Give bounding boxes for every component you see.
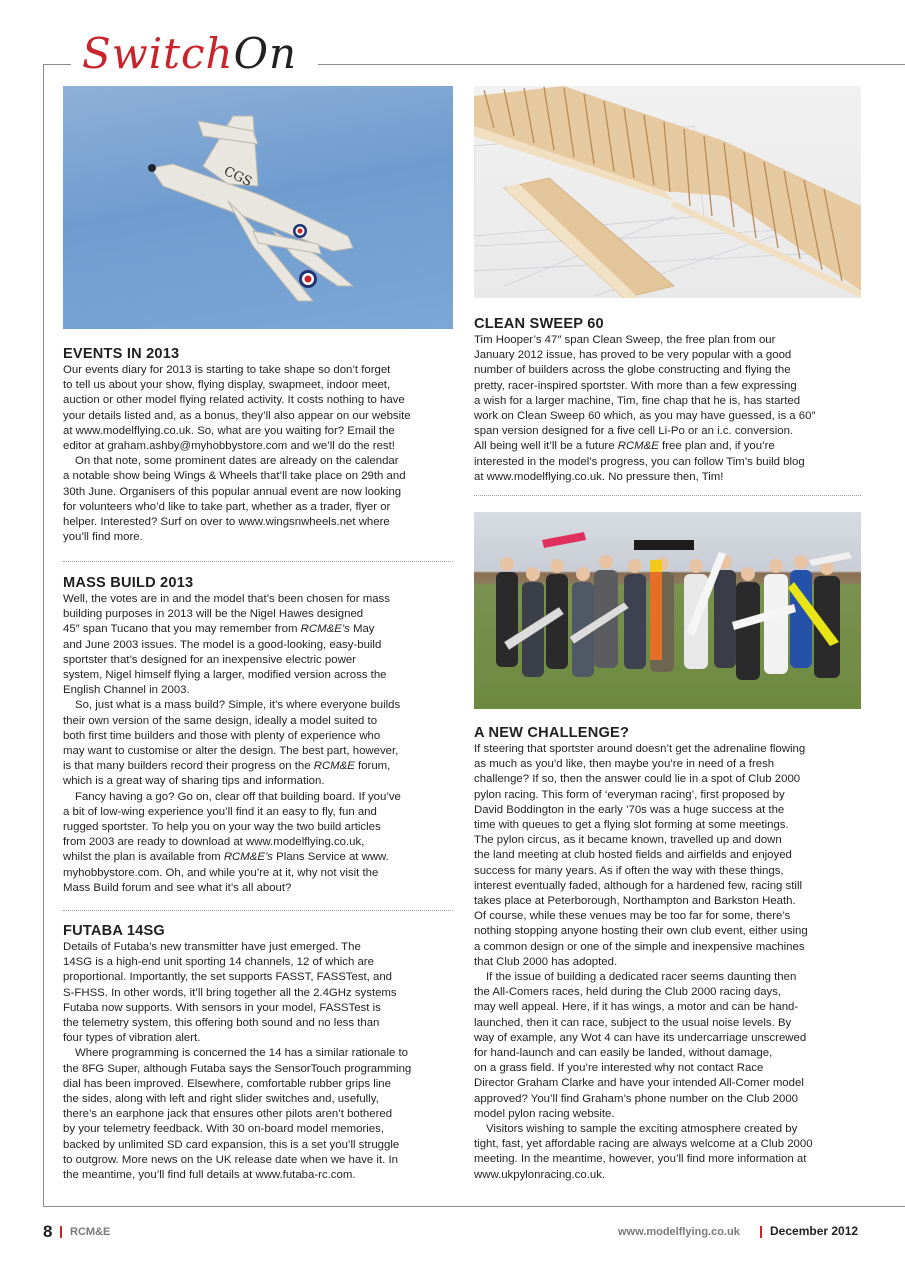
article-line: a common design or one of the simple and inexpensive machines — [474, 940, 805, 953]
article-line: Our events diary for 2013 is starting to take shape so don’t forget — [63, 364, 391, 376]
text-run: is that many builders record their progress on the — [63, 760, 314, 773]
article-line: pylon racing. This form of ‘everyman racing’, first proposed by — [474, 788, 785, 801]
article-heading: A NEW CHALLENGE? — [474, 725, 630, 741]
article-line: Futaba now supports. With sensors in your model, FASSTest is — [63, 1001, 381, 1014]
website-link[interactable]: www.modelflying.co.uk — [618, 1226, 740, 1238]
article-line: Details of Futaba’s new transmitter have just emerged. The — [63, 941, 361, 953]
article-line: Tim Hooper’s 47″ span Clean Sweep, the free plan from our — [474, 334, 776, 346]
balsa-wing-illustration — [474, 86, 861, 298]
article-line: for volunteers who’d like to take part, whether as a trader, flyer or — [63, 500, 391, 513]
article-line: www.ukpylonracing.co.uk. — [474, 1168, 606, 1181]
article-line: myhobbystore.com. Oh, and while you’re at it, why not visit the — [63, 866, 379, 879]
text-run: All being well it’ll be a future — [474, 440, 618, 453]
photo-jet-aircraft — [63, 86, 453, 329]
article-line: which is a great way of sharing tips and information. — [63, 775, 325, 788]
article-line — [63, 759, 453, 774]
article-heading: CLEAN SWEEP 60 — [474, 316, 604, 332]
article-line: time with queues to get a flying slot forming at some meetings. — [474, 819, 789, 832]
article-line: there’s an earphone jack that ensures other pilots aren’t bothered — [63, 1108, 393, 1121]
article-line: Director Graham Clarke and have your intended All-Comer model — [474, 1077, 804, 1090]
article-line: your details listed and, as a bonus, they’ll also appear on our website — [63, 409, 411, 422]
article-line: 14SG is a high-end unit sporting 14 channels, 12 of which are — [63, 956, 374, 969]
article-line: a bit of low-wing experience you’ll find it an easy to fly, fun and — [63, 805, 377, 818]
article-line: Where programming is concerned the 14 has a similar rationale to — [75, 1047, 409, 1060]
article-line: tight, fast, yet affordable racing are always welcome at a Club 2000 — [474, 1138, 813, 1151]
article-line: on a grass field. If you’re interested why not contact Race — [474, 1062, 764, 1075]
header-rule-right — [318, 64, 905, 65]
article-line: If the issue of building a dedicated racer seems daunting then — [486, 971, 797, 984]
article-line: approved? You’ll find Graham’s phone number on the Club 2000 — [474, 1092, 799, 1105]
article-line: auction or other model flying related activity. It costs nothing to have — [63, 394, 405, 407]
article-line: by your telemetry feedback. With 30 on-board model memories, — [63, 1123, 384, 1136]
article-line: 30th June. Organisers of this popular annual event are now looking — [63, 485, 402, 498]
article-line: January 2012 issue, has proved to be very popular with a good — [474, 349, 792, 362]
page-number: 8 — [43, 1222, 53, 1241]
page-header — [0, 0, 905, 90]
article-line: to tell us about your show, flying display, swapmeet, indoor meet, — [63, 379, 391, 392]
footer-separator — [60, 1226, 62, 1238]
article-line: for hand-launch and can easily be landed, without damage, — [474, 1047, 773, 1060]
article-events-2013 — [63, 346, 453, 545]
text-run: Plans Service at www. — [272, 851, 389, 864]
frame-rule-bottom — [43, 1206, 905, 1207]
article-futaba-14sg — [63, 923, 453, 1183]
article-line: four types of vibration alert. — [63, 1032, 201, 1045]
article-clean-sweep-60 — [474, 316, 864, 485]
text-run: May — [349, 623, 375, 636]
jet-aircraft-illustration — [63, 86, 453, 329]
article-line: their own version of the same design, ideally a model suited to — [63, 714, 378, 727]
photo-balsa-wing — [474, 86, 861, 298]
article-line: a wish for a larger machine, Tim, fine chap that he is, has started — [474, 394, 801, 407]
magazine-name-italic: RCM&E — [313, 760, 355, 773]
issue-date: December 2012 — [770, 1224, 859, 1238]
article-line: Mass Build forum and see what it’s all about? — [63, 881, 292, 894]
article-line — [63, 622, 453, 637]
article-line: Fancy having a go? Go on, clear off that building board. If you’ve — [75, 790, 401, 803]
club-group-illustration — [474, 512, 861, 709]
article-line: S-FHSS. In other words, it’ll bring together all the 2.4GHz systems — [63, 986, 397, 999]
article-line: nothing stopping anyone hosting their own club event, either using — [474, 925, 808, 938]
article-line: rugged sportster. To help you on your way the two build articles — [63, 821, 381, 834]
text-run: free plan and, if you’re — [658, 440, 775, 453]
article-line — [474, 439, 864, 454]
article-line: proportional. Importantly, the set supports FASST, FASSTest, and — [63, 971, 393, 984]
article-line: editor at graham.ashby@myhobbystore.com and we’ll do the rest! — [63, 440, 395, 453]
article-line: building purposes in 2013 will be the Nigel Hawes designed — [63, 608, 364, 621]
article-line: Of course, while these venues may be too far for some, there’s — [474, 910, 791, 923]
article-line: English Channel in 2003. — [63, 684, 190, 697]
article-line: launched, then it can race, subject to the usual noise levels. By — [474, 1016, 792, 1029]
article-heading: FUTABA 14SG — [63, 923, 165, 939]
article-line: interested in the model’s progress, you can follow Tim’s build blog — [474, 455, 805, 468]
logo-part-switch: Switch — [82, 29, 234, 78]
article-mass-build-2013 — [63, 575, 453, 896]
article-line: that Club 2000 has adopted. — [474, 955, 618, 968]
article-line: model pylon racing website. — [474, 1107, 615, 1120]
article-line: way of example, any Wot 4 can have its undercarriage unscrewed — [474, 1031, 807, 1044]
article-new-challenge — [474, 725, 864, 1183]
svg-text:CGS: CGS — [221, 164, 255, 190]
section-divider — [63, 910, 453, 911]
article-line: may well appeal. Here, if it has wings, a motor and can be hand- — [474, 1001, 799, 1014]
article-line: system, Nigel himself flying a larger, modified version across the — [63, 669, 387, 682]
article-line: both first time builders and those with plenty of experience who — [63, 729, 381, 742]
article-line: On that note, some prominent dates are already on the calendar — [75, 455, 399, 468]
article-heading: EVENTS IN 2013 — [63, 346, 180, 362]
frame-rule-left — [43, 64, 44, 1207]
section-divider — [63, 561, 453, 562]
article-line: pretty, racer-inspired sportster. With more than a few expressing — [474, 379, 797, 392]
text-run: forum, — [354, 760, 391, 773]
header-rule-left — [43, 64, 71, 65]
page-footer — [0, 1222, 905, 1246]
magazine-name-italic: RCM&E’s — [223, 851, 273, 864]
article-line: as much as you’d like, then maybe you’re in need of a fresh — [474, 758, 775, 771]
article-line: the telemetry system, this offering both sound and no less than — [63, 1017, 380, 1030]
article-line: takes place at Peterborough, Northampton and Barkston Heath. — [474, 895, 796, 908]
article-line: and June 2003 issues. The model is a good-looking, easy-build — [63, 638, 382, 651]
photo-club-group — [474, 512, 861, 709]
article-line: you’ll find more. — [63, 531, 143, 544]
article-line: the land meeting at club hosted fields and airfields and enjoyed — [474, 849, 792, 862]
article-line: So, just what is a mass build? Simple, it’s where everyone builds — [75, 699, 401, 712]
text-run: 45″ span Tucano that you may remember from — [63, 623, 301, 636]
article-line: helper. Interested? Surf on over to www.wingsnwheels.net where — [63, 516, 390, 529]
article-line: the sides, along with left and right slider switches and, usefully, — [63, 1093, 379, 1106]
article-line: If steering that sportster around doesn’t get the adrenaline flowing — [474, 743, 806, 755]
footer-separator — [760, 1226, 762, 1238]
magazine-name-italic: RCM&E — [617, 440, 659, 453]
article-line: meeting. In the meantime, however, you’ll find more information at — [474, 1153, 807, 1166]
article-line: to outgrow. More news on the UK release date when we have it. In — [63, 1153, 398, 1166]
article-line — [63, 850, 453, 865]
article-line: from 2003 are ready to download at www.modelflying.co.uk, — [63, 836, 365, 849]
article-line: sportster that’s designed for an inexpensive electric power — [63, 653, 356, 666]
article-line: The pylon circus, as it became known, travelled up and down — [474, 834, 782, 847]
article-line: at www.modelflying.co.uk. No pressure then, Tim! — [474, 470, 724, 483]
article-line: challenge? If so, then the answer could lie in a spot of Club 2000 — [474, 773, 801, 786]
article-line: a notable show being Wings & Wheels that’ll take place on 29th and — [63, 470, 406, 483]
logo-part-on: On — [233, 29, 298, 78]
article-line: interest eventually faded, although for a hardened few, racing still — [474, 879, 803, 892]
article-line: Well, the votes are in and the model that’s been chosen for mass — [63, 593, 390, 605]
article-line: may want to customise or alter the design. The best part, however, — [63, 745, 399, 758]
magazine-name: RCM&E — [70, 1226, 111, 1238]
article-line: the All-Comers races, held during the Club 2000 racing days, — [474, 986, 782, 999]
article-line: David Boddington in the early ’70s was a huge success at the — [474, 803, 785, 816]
article-line: at www.modelflying.co.uk. So, what are you waiting for? Email the — [63, 424, 395, 437]
article-line: work on Clean Sweep 60 which, as you may have guessed, is a 60″ — [474, 410, 816, 423]
article-line: Visitors wishing to sample the exciting atmosphere created by — [486, 1123, 798, 1136]
magazine-name-italic: RCM&E’s — [300, 623, 350, 636]
article-line: dial has been improved. Elsewhere, comfortable rubber grips line — [63, 1077, 391, 1090]
article-line: number of builders across the globe constructing and flying the — [474, 364, 791, 377]
article-line: backed by unlimited SD card expansion, this is a set you’ll struggle — [63, 1138, 400, 1151]
article-line: span version designed for a five cell Li-Po or an i.c. conversion. — [474, 425, 794, 438]
section-logo — [82, 30, 297, 78]
article-line: the 8FG Super, although Futaba says the SensorTouch programming — [63, 1062, 412, 1075]
article-heading: MASS BUILD 2013 — [63, 575, 194, 591]
article-line: the meantime, you’ll find full details at www.futaba-rc.com. — [63, 1169, 356, 1182]
text-run: whilst the plan is available from — [63, 851, 224, 864]
section-divider — [474, 495, 861, 496]
article-line: success for many years. As if often the way with these things, — [474, 864, 784, 877]
